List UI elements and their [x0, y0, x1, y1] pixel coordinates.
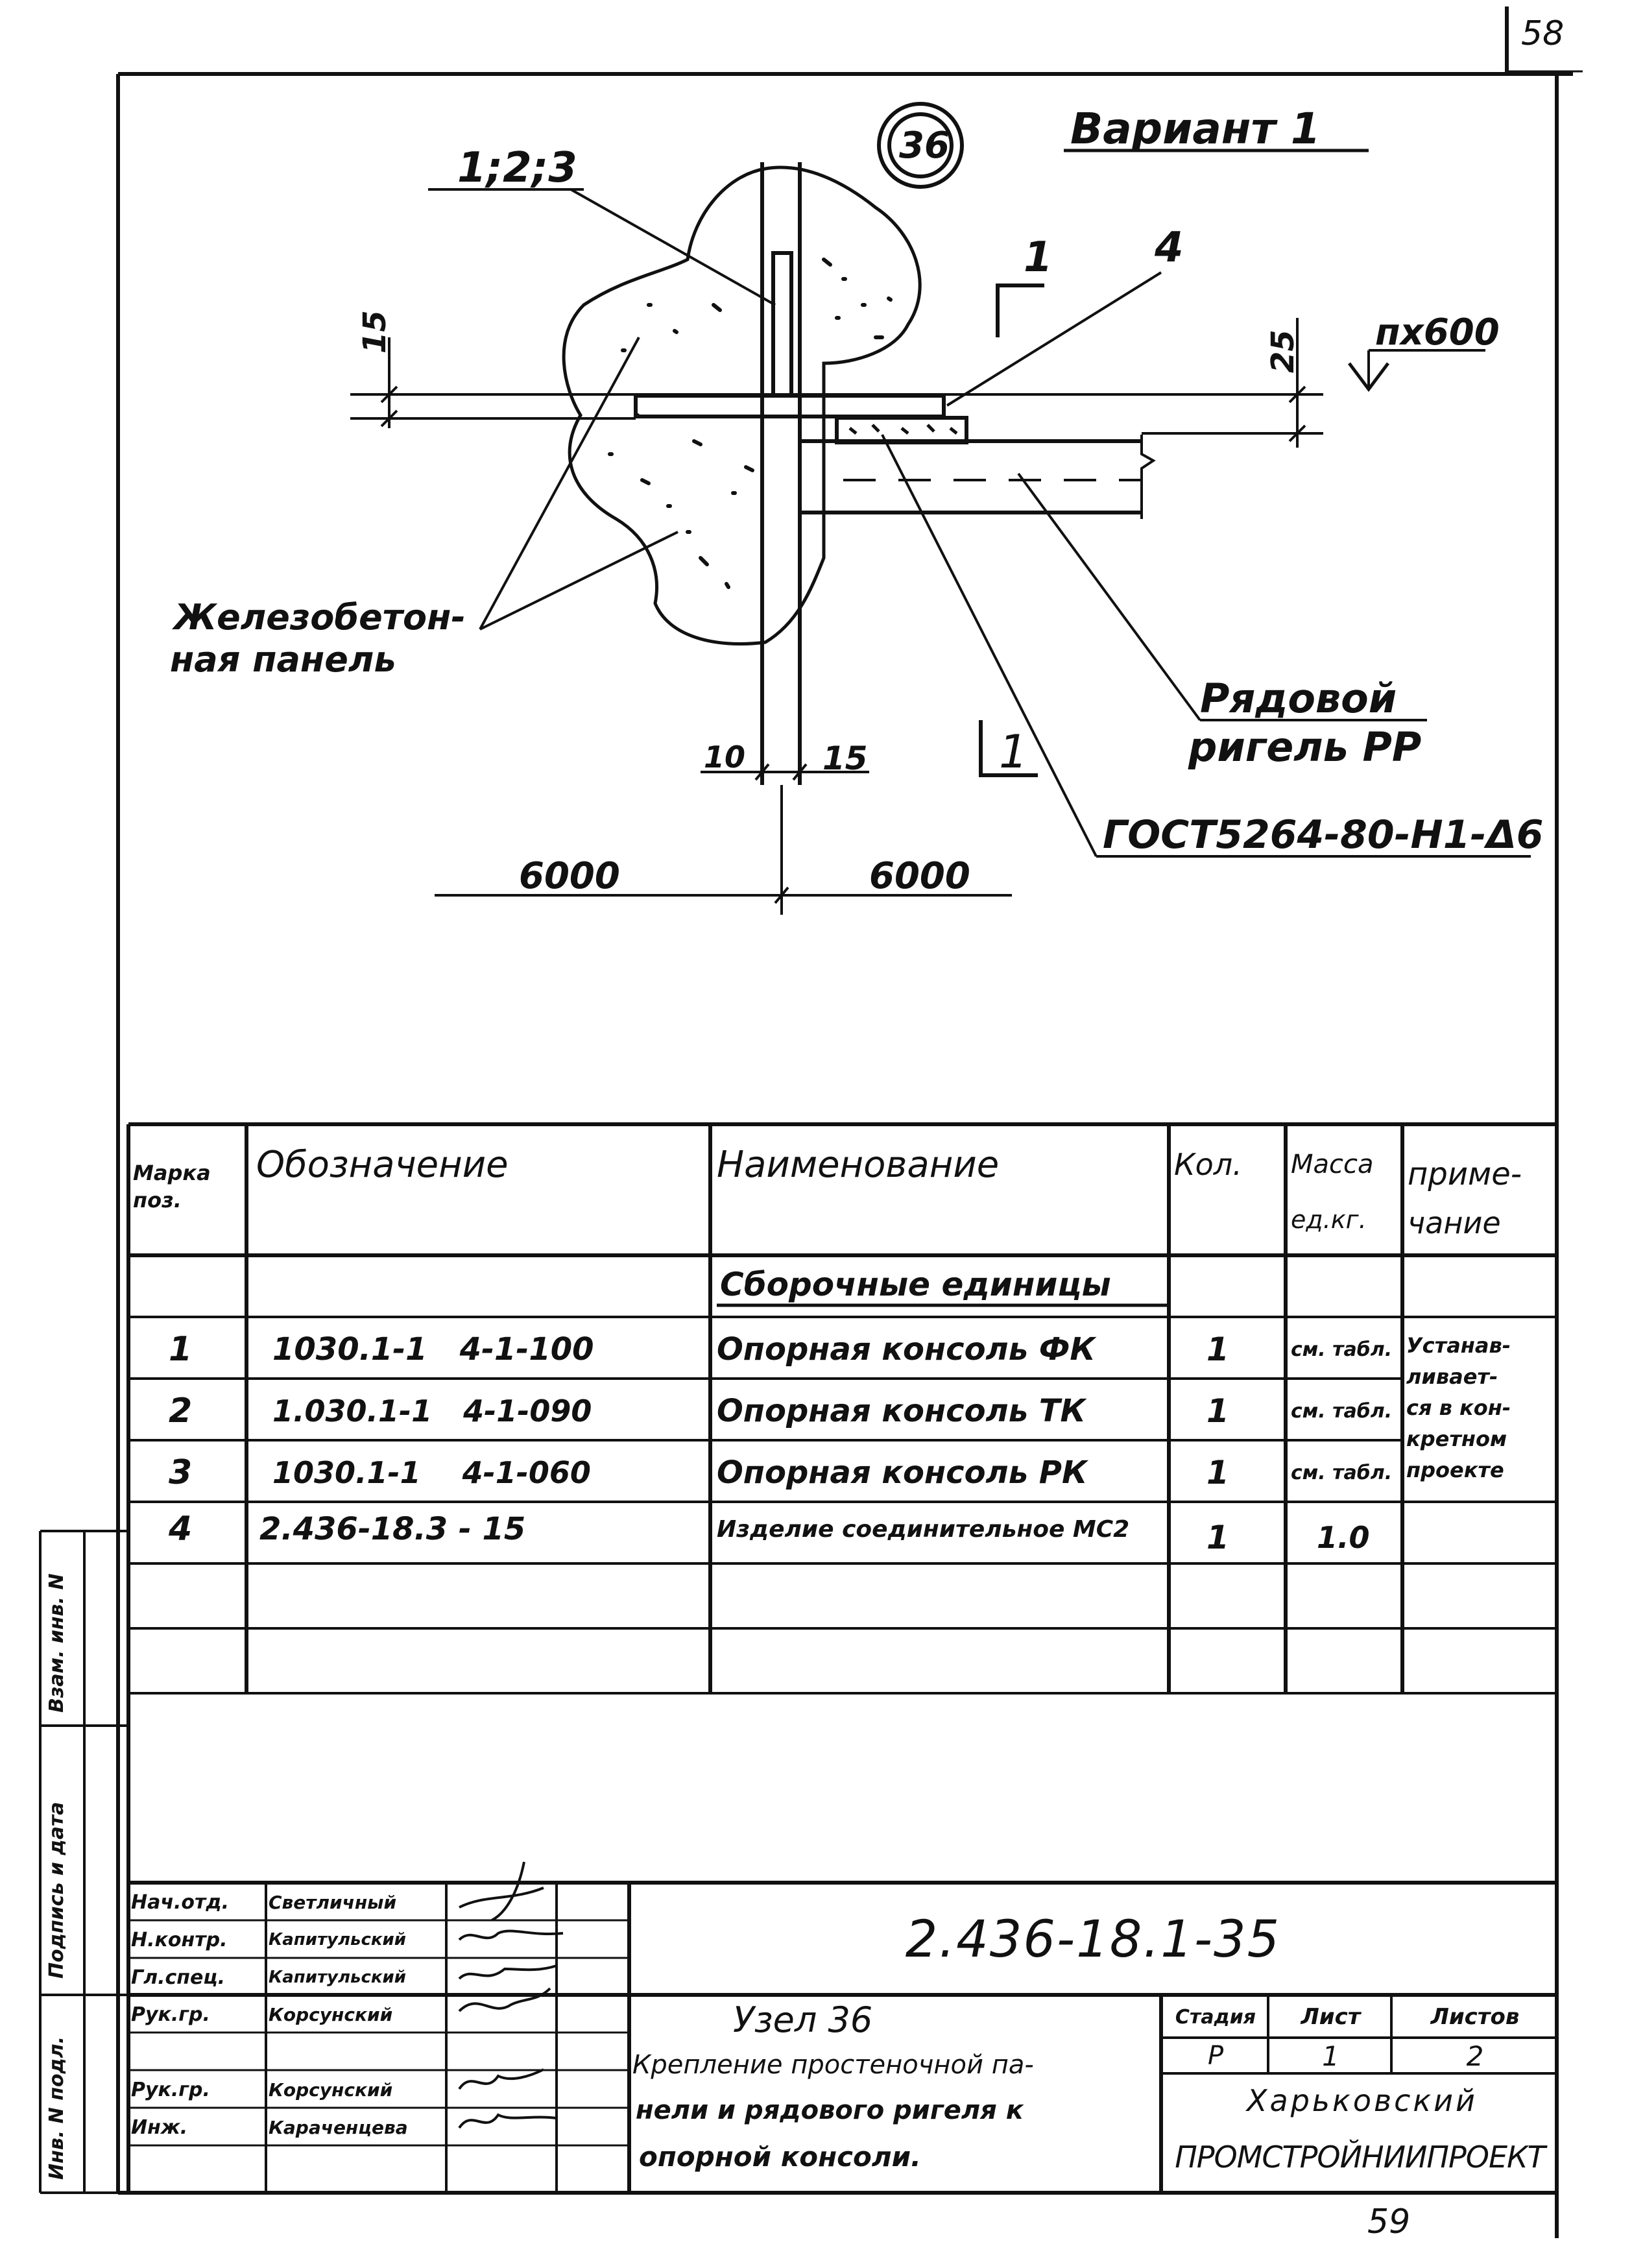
page-number-top: 58 [1521, 14, 1565, 53]
note-line: ся в кон- [1406, 1395, 1511, 1420]
row4-name: Изделие соединительное МС2 [717, 1515, 1130, 1543]
dimension-10: 10 [704, 740, 746, 775]
dimension-25-right: 25 [1265, 330, 1301, 373]
signer-name: Корсунский [269, 2079, 393, 2101]
signer-role: Н.контр. [131, 1928, 228, 1951]
row1-qty: 1 [1206, 1331, 1229, 1368]
note-line: кретном [1406, 1427, 1507, 1451]
row2-qty: 1 [1206, 1392, 1229, 1430]
row4-qty: 1 [1206, 1519, 1229, 1556]
row3-designation: 1030.1-1 4-1-060 [272, 1455, 591, 1490]
signature-scribble [459, 2115, 557, 2128]
stage-label: Стадия [1175, 2005, 1256, 2029]
signer-role: Нач.отд. [131, 1890, 229, 1914]
sheet-value: 1 [1322, 2040, 1339, 2072]
side-sign-date: Подпись и дата [45, 1802, 68, 1979]
header-mass-line1: Масса [1291, 1150, 1374, 1179]
row4-designation: 2.436-18.3 - 15 [259, 1511, 526, 1547]
row2-designation: 1.030.1-1 4-1-090 [272, 1393, 592, 1429]
sheets-label: Листов [1430, 2004, 1520, 2030]
org-line2: ПРОМСТРОЙНИИПРОЕКТ [1175, 2140, 1545, 2175]
signatures [446, 1855, 576, 2154]
callout-4: 4 [1155, 224, 1184, 272]
signer-role: Рук.гр. [131, 2078, 210, 2101]
girder-label-line2: ригель РР [1188, 723, 1422, 771]
signer-role: Гл.спец. [131, 1966, 225, 1989]
sheets-value: 2 [1466, 2040, 1484, 2072]
variant-label: Вариант 1 [1070, 104, 1321, 154]
header-name: Наименование [717, 1143, 1000, 1186]
signature-scribble [459, 1931, 563, 1940]
section-mark-bottom: 1 [999, 725, 1028, 778]
signature-scribble [459, 1988, 550, 2011]
weld-label: ГОСТ5264-80-Н1-Δ6 [1103, 812, 1544, 858]
row3-name: Опорная консоль РК [717, 1454, 1088, 1491]
section-title: Сборочные единицы [720, 1266, 1111, 1303]
panel-label-line2: ная панель [170, 639, 396, 680]
callout-1: 1 [1024, 234, 1053, 282]
signer-name: Капитульский [269, 1930, 406, 1949]
sheet-label: Лист [1301, 2004, 1361, 2030]
signer-role: Рук.гр. [131, 2003, 210, 2026]
side-inv-orig: Инв. N подл. [45, 2036, 68, 2180]
stage-value: Р [1207, 2041, 1224, 2071]
header-note-line2: чание [1408, 1205, 1501, 1240]
panel-label-line1: Железобетон- [174, 597, 466, 638]
row1-mass: см. табл. [1291, 1338, 1393, 1361]
title-line2: Крепление простеночной па- [632, 2050, 1034, 2080]
row4-mass: 1.0 [1317, 1520, 1370, 1555]
row3-qty: 1 [1206, 1454, 1229, 1491]
row3-pos: 3 [169, 1453, 193, 1492]
side-replace-inv: Взам. инв. N [45, 1573, 68, 1713]
doc-code: 2.436-18.1-35 [905, 1911, 1281, 1969]
header-note-line1: приме- [1408, 1156, 1522, 1192]
signer-name: Капитульский [269, 1968, 406, 1987]
note-line: Устанав- [1406, 1333, 1511, 1358]
row4-pos: 4 [169, 1510, 193, 1549]
note-line: проекте [1406, 1458, 1504, 1482]
header-designation: Обозначение [256, 1143, 509, 1186]
node-drawing [0, 0, 1632, 1124]
signature-scribble [459, 1862, 544, 1920]
header-qty: Кол. [1174, 1147, 1242, 1182]
span-left: 6000 [519, 855, 620, 897]
span-right: 6000 [869, 855, 970, 897]
row1-name: Опорная консоль ФК [717, 1331, 1096, 1368]
signer-name: Корсунский [269, 2003, 393, 2025]
note-line: ливает- [1406, 1364, 1498, 1389]
signer-role: Инж. [131, 2116, 188, 2139]
row3-mass: см. табл. [1291, 1461, 1393, 1484]
title-line1: Узел 36 [733, 1999, 873, 2040]
org-line1: Харьковский [1247, 2082, 1478, 2118]
row1-pos: 1 [169, 1330, 193, 1369]
header-mass-line2: ед.кг. [1291, 1205, 1367, 1234]
signer-name: Светличный [269, 1891, 397, 1913]
level-label: пх600 [1375, 311, 1500, 354]
title-line4: опорной консоли. [639, 2141, 921, 2173]
row1-designation: 1030.1-1 4-1-100 [272, 1331, 594, 1368]
callout-positions: 1;2;3 [457, 144, 577, 192]
signer-name: Караченцева [269, 2116, 408, 2138]
row2-mass: см. табл. [1291, 1399, 1393, 1423]
row2-name: Опорная консоль ТК [717, 1393, 1086, 1429]
girder-label-line1: Рядовой [1200, 675, 1397, 722]
concrete-panel-outline [564, 167, 920, 644]
signature-scribble [459, 1966, 557, 1979]
title-line3: нели и рядового ригеля к [636, 2095, 1024, 2125]
row2-pos: 2 [169, 1392, 193, 1430]
note-merged [1406, 1330, 1555, 1486]
node-number: 36 [899, 125, 950, 167]
header-pos: Марка поз. [133, 1161, 211, 1212]
dimension-15-left: 15 [357, 310, 393, 354]
dimension-15-bottom: 15 [822, 740, 868, 777]
signature-scribble [459, 2069, 544, 2089]
page-number-bottom: 59 [1367, 2202, 1411, 2241]
